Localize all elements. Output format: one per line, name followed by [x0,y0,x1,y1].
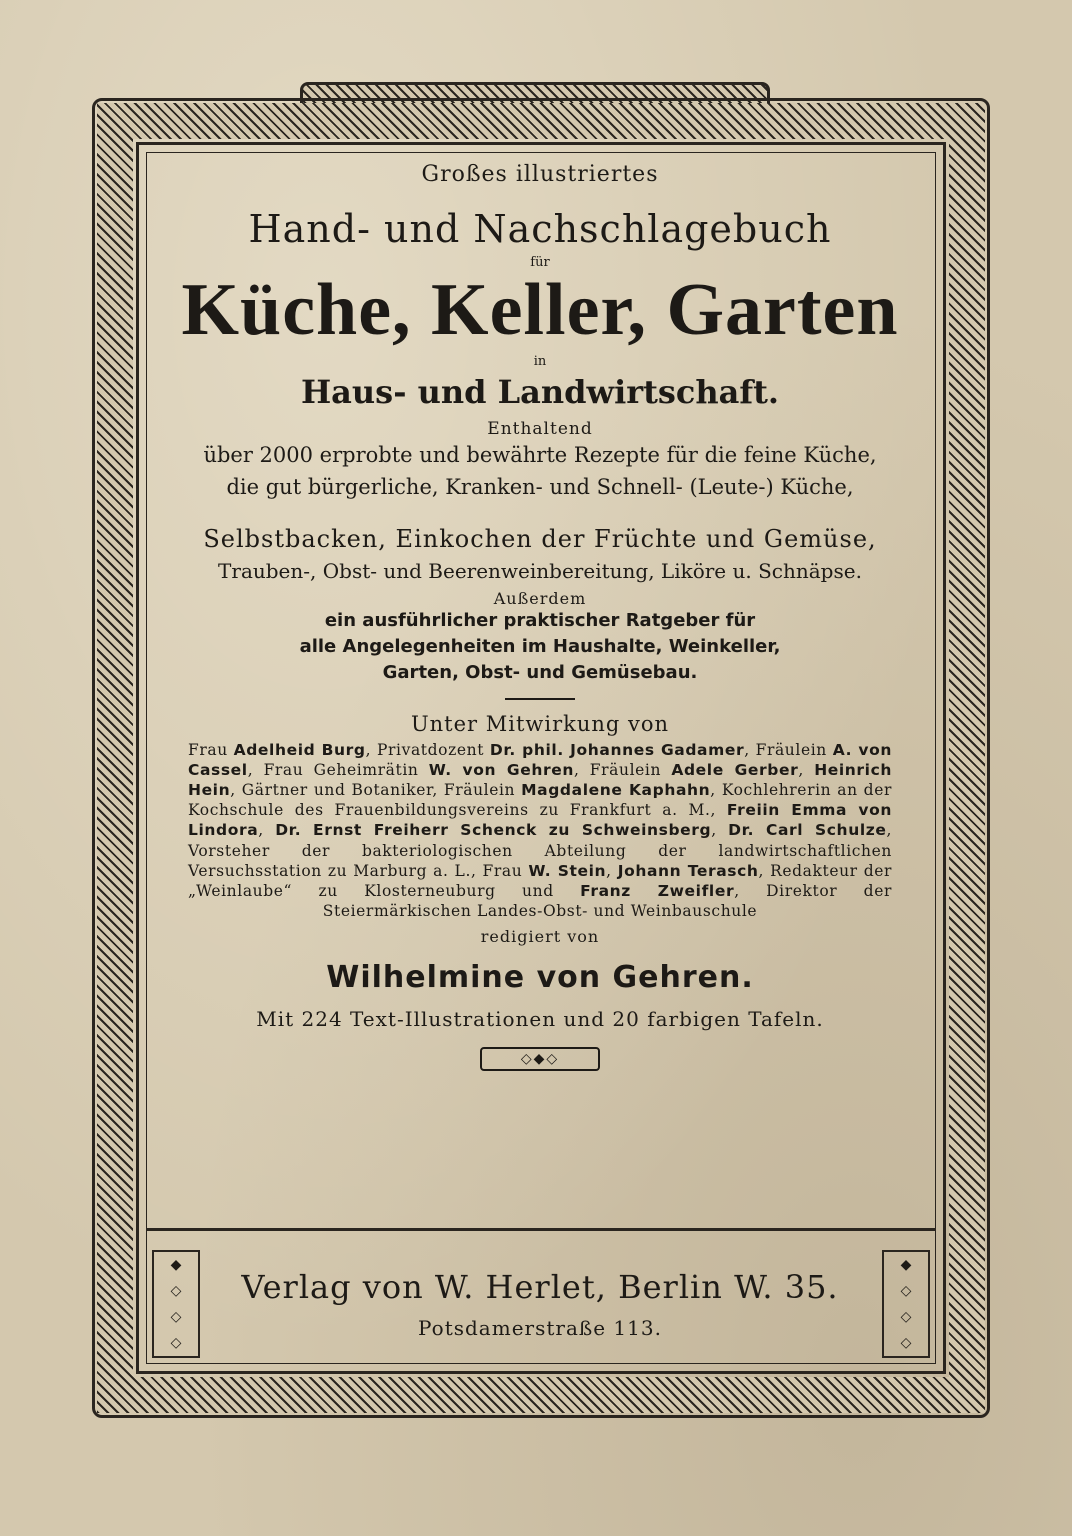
header-fuer: für [530,255,550,270]
contributor-text: , Privatdozent [365,740,490,759]
contributor-name: Dr. Carl Schulze [728,821,887,840]
ratgeber-line-1: ein ausführlicher praktischer Ratgeber für [324,609,756,631]
mitwirkung-label: Unter Mitwirkung von [410,711,670,736]
contents-line-1: über 2000 erprobte und bewährte Rezepte für die feine Küche, [203,442,877,467]
center-ornament-icon: ◇◆◇ [480,1047,600,1071]
header-line-1: Großes illustriertes [421,162,659,187]
contributor-text: , Redakteur der „Weinlaube“ zu Klosterneuburg und [188,861,892,900]
contributor-text: , Frau Geheimrätin [247,761,429,779]
illustrations-note: Mit 224 Text-Illustrationen und 20 farbigen Tafeln. [256,1007,824,1032]
contributor-text: Frau [188,740,234,759]
contributor-text: , Fräulein [573,761,672,779]
title-page-content [160,158,920,1071]
contributor-name: Magdalene Kaphahn [521,781,711,800]
contributor-name: Dr. Ernst Freiherr Schenck zu Schweinsberg [275,821,712,840]
right-ornament-icon: ◆ ◇ ◇ ◇ [882,1250,930,1358]
publisher-separator [146,1228,936,1231]
redigiert-label: redigiert von [480,927,600,947]
contributor-text: , Kochlehrerin an der Kochschule des Frauenbildungsvereins zu Frankfurt a. M., [188,781,892,820]
header-line-2: Hand- und Nachschlagebuch [248,207,832,251]
contributor-name: Dr. phil. Johannes Gadamer [489,740,745,759]
contributor-text: , Vorsteher der bakteriologischen Abteilung der landwirtschaftlichen Versuchsstation zu Marburg a. L., Frau [188,821,893,880]
page-title: Küche, Keller, Garten [181,269,899,351]
contents-line-3: Selbstbacken, Einkochen der Früchte und Gemüse, [203,524,877,553]
left-ornament-icon: ◆ ◇ ◇ ◇ [152,1250,200,1358]
contributor-text: , [258,821,276,840]
publisher-name: Verlag von W. Herlet, Berlin W. 35. [241,1268,839,1306]
contributor-name: Johann Terasch [617,861,759,880]
divider-rule [505,698,575,700]
ratgeber-line-3: Garten, Obst- und Gemüsebau. [382,661,698,683]
contributor-text: , Fräulein [744,740,833,759]
page-subtitle: Haus- und Landwirtschaft. [300,372,780,411]
ratgeber-line-2: alle Angelegenheiten im Haushalte, Weinkeller, [299,635,781,657]
contents-line-4: Trauben-, Obst- und Beerenweinbereitung, Liköre u. Schnäpse. [218,558,862,583]
contributor-name: Franz Zweifler [580,881,735,900]
contributor-text: , [606,861,618,880]
contributor-text: , [798,761,815,779]
title-in: in [533,353,547,369]
contributor-name: Heinrich Hein [188,761,893,800]
contributors-paragraph [188,740,892,921]
contributor-name: Adele Gerber [671,761,799,779]
contributor-name: Freiin Emma von Lindora [188,801,892,840]
contributor-text: , [711,821,729,840]
enthaltend-label: Enthaltend [487,418,593,439]
editor-name: Wilhelmine von Gehren. [326,960,754,996]
contributor-name: Adelheid Burg [233,740,366,759]
contributor-name: W. von Gehren [428,761,574,779]
contributor-text: , Direktor der Steiermärkischen Landes-Obst- und Weinbauschule [322,881,892,920]
ausserdem-label: Außerdem [493,588,587,608]
contributor-name: A. von Cassel [188,740,892,779]
publisher-block [200,1268,880,1340]
contents-line-2: die gut bürgerliche, Kranken- und Schnell- (Leute-) Küche, [226,475,854,500]
contributor-text: , Gärtner und Botaniker, Fräulein [230,781,522,800]
contributor-name: W. Stein [528,861,607,880]
publisher-address: Potsdamerstraße 113. [418,1316,662,1340]
